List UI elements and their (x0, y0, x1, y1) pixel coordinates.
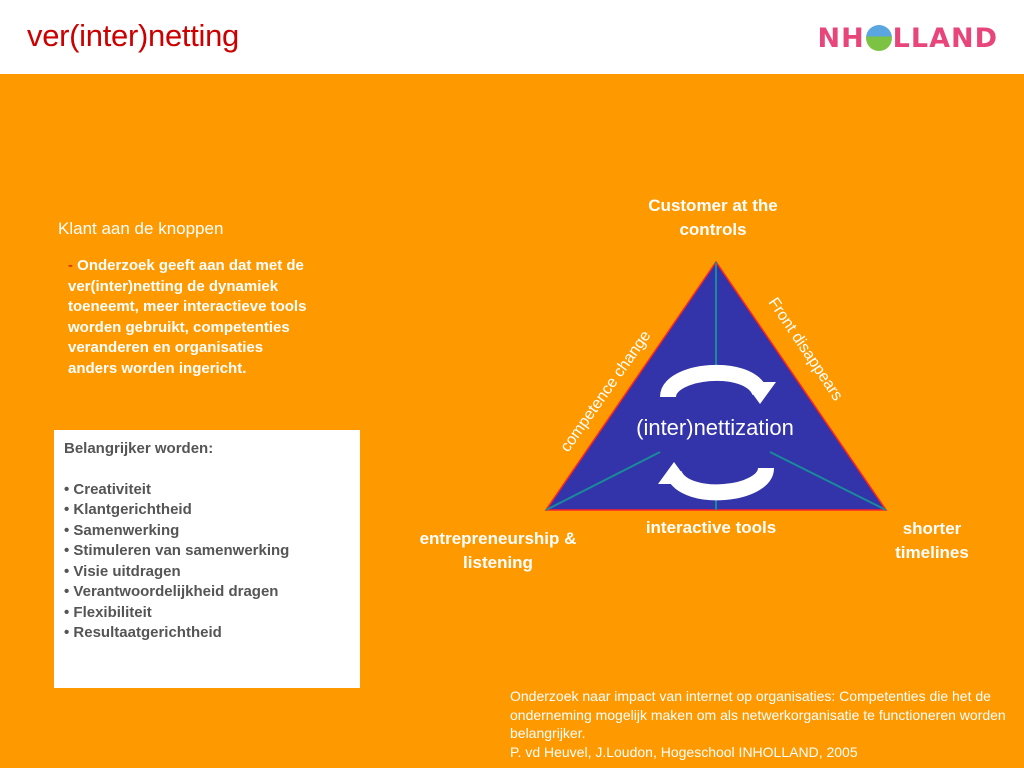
source-citation (510, 687, 1010, 761)
list-item: • Samenwerking (64, 521, 180, 539)
left-edge-label: competence change (557, 327, 655, 456)
bottom-right-text: shorter timelines (895, 519, 969, 562)
bottom-center-label (620, 516, 802, 540)
competencies-title: Belangrijker worden: (64, 440, 214, 457)
section-heading: Klant aan de knoppen (58, 219, 224, 238)
center-label: (inter)nettization (636, 415, 794, 440)
logo-text-part2: LLAND (892, 22, 998, 54)
top-corner-label (626, 194, 800, 242)
slide-title: ver(inter)netting (27, 18, 239, 53)
source-authors: P. vd Heuvel, J.Loudon, Hogeschool INHOLLAND, 2005 (510, 743, 858, 760)
list-item: • Flexibiliteit (64, 603, 152, 621)
list-item: • Verantwoordelijkheid dragen (64, 583, 279, 600)
list-item: • Stimuleren van samenwerking (64, 542, 290, 559)
source-description: Onderzoek naar impact van internet op organisaties: Competenties die het de onderneming mogelijk maken om als netwerkorganisatie te functioneren worden belangrijker. (510, 688, 1006, 741)
list-item: • Klantgerichtheid (64, 501, 192, 518)
bottom-center-text: interactive tools (645, 518, 777, 537)
logo-text-part1: NH (817, 22, 865, 54)
bottom-right-corner-label (878, 517, 986, 565)
list-item: • Creativiteit (64, 480, 151, 498)
right-edge-label: Front disappears (764, 294, 846, 404)
list-item: • Visie uitdragen (64, 562, 181, 580)
intro-dash: - (68, 257, 73, 274)
top-corner-text: Customer at the controls (648, 196, 778, 239)
list-item: • Resultaatgerichtheid (64, 624, 222, 641)
intro-text: Onderzoek geeft aan dat met de ver(inter)netting de dynamiek toeneemt, meer interactieve tools worden gebruikt, competenties veranderen en organisaties anders worden ingericht. (68, 257, 307, 377)
bottom-left-corner-label (410, 527, 586, 575)
bottom-left-text: entrepreneurship & listening (419, 529, 577, 572)
